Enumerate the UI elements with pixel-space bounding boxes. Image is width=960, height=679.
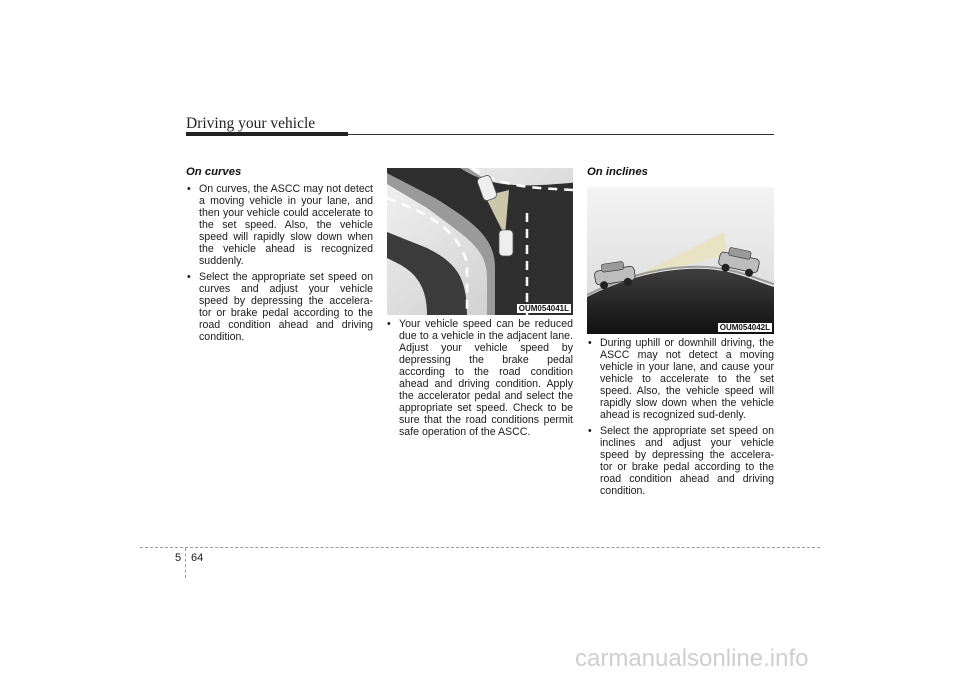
- column-1-text: [186, 183, 373, 347]
- bullet-item: • During uphill or downhill driving, the ASCC may not detect a moving vehicle in your lane, and cause your vehicle to accelerate to the set speed. Also, the vehicle speed will rapidly slow down when the vehicle ahead is recognized sud-denly.: [587, 337, 774, 421]
- page-number: 64: [191, 552, 204, 564]
- bullet-item: • Select the appropriate set speed on inclines and adjust your vehicle speed by depressing the accelera-tor or brake pedal according to the road condition ahead and driving condition.: [587, 425, 774, 497]
- section-heading-on-inclines: On inclines: [587, 166, 648, 178]
- bullet-item: • Your vehicle speed can be reduced due to a vehicle in the adjacent lane. Adjust your vehicle speed by depressing the brake pedal according to the road condition ahead and driving condition. Apply the accelerator pedal and select the appropriate set speed. Check to be sure that the road conditions permit safe operation of the ASCC.: [386, 318, 573, 438]
- column-3-text: [587, 337, 774, 501]
- bullet-item: • Select the appropriate set speed on curves and adjust your vehicle speed by depressing the accelera-tor or brake pedal according to the road condition ahead and driving condition.: [186, 271, 373, 343]
- footer-divider: [140, 547, 820, 548]
- column-2-text: [386, 318, 573, 442]
- chapter-number: 5: [175, 552, 182, 564]
- figure-code: OUM054041L: [518, 304, 569, 313]
- bullet-list-adjacent-lane: [386, 318, 573, 438]
- bullet-list-curves: [186, 183, 373, 343]
- section-heading-on-curves: On curves: [186, 166, 242, 178]
- page-header-title: Driving your vehicle: [186, 115, 316, 132]
- bullet-item: • On curves, the ASCC may not detect a moving vehicle in your lane, and then your vehicle could accelerate to the set speed. Also, the vehicle speed will rapidly slow down when the vehicle ahead is recognized suddenly.: [186, 183, 373, 267]
- figure-curved-road: [387, 168, 573, 315]
- footer-vertical-divider: [185, 548, 186, 578]
- curved-road-illustration-icon: [387, 168, 573, 315]
- figure-code: OUM054042L: [719, 323, 770, 332]
- watermark: carmanualsonline.info: [575, 645, 809, 672]
- bullet-list-inclines: [587, 337, 774, 497]
- incline-road-illustration-icon: [587, 187, 774, 334]
- header-accent-bar: [186, 132, 348, 136]
- figure-incline-road: [587, 187, 774, 334]
